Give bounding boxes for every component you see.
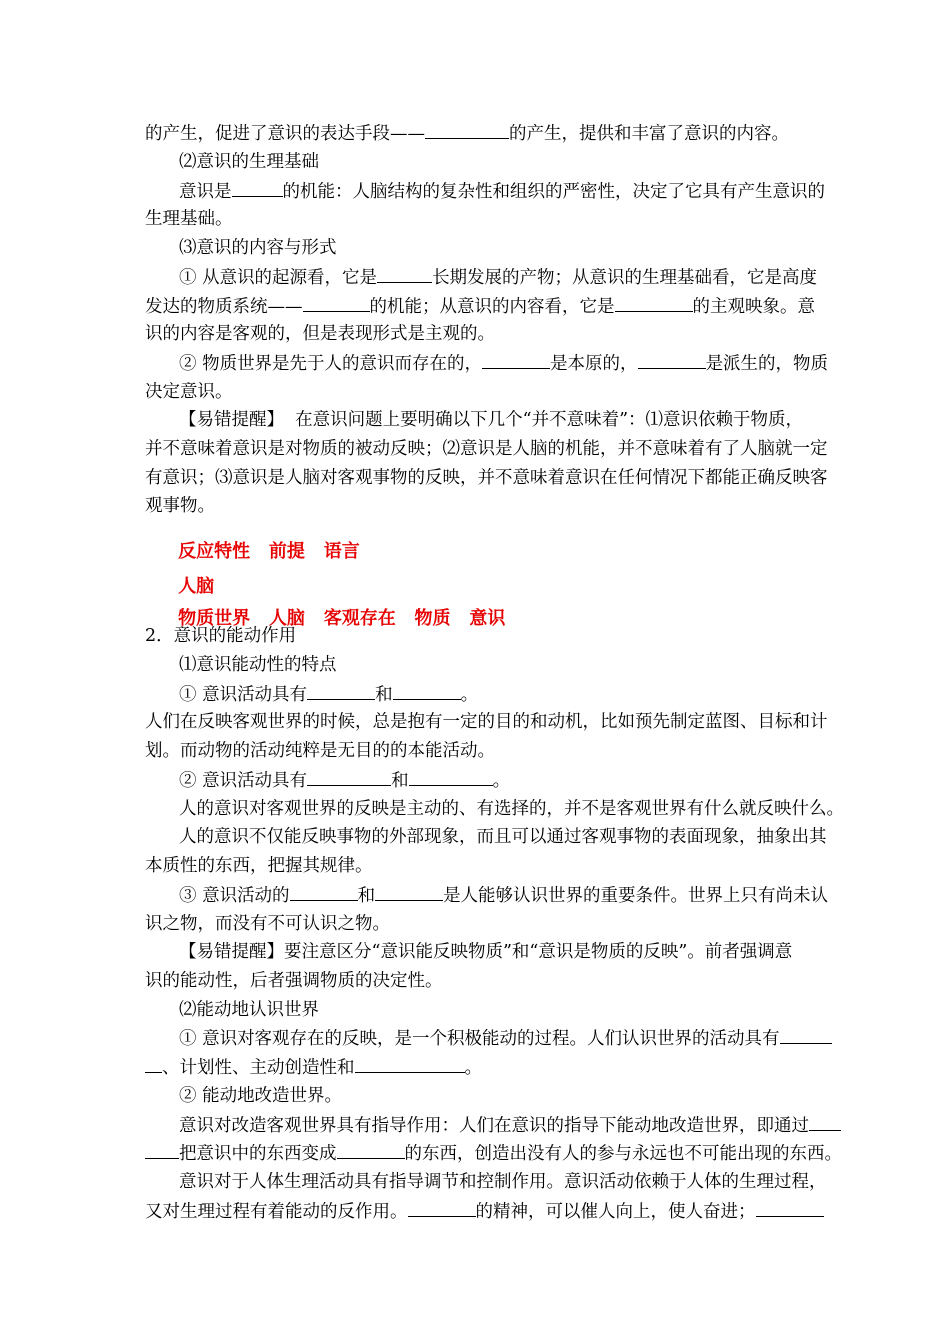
- fill-in-blank: [145, 1055, 162, 1073]
- answer-word: 人脑: [178, 576, 215, 597]
- text-line: [145, 739, 495, 763]
- text-segment: 和: [357, 886, 376, 906]
- text-line: [145, 494, 215, 518]
- text-segment: 意识是: [179, 182, 232, 202]
- text-segment: 识的能动性，后者强调物质的决定性。: [145, 971, 443, 991]
- fill-in-blank: [638, 351, 706, 369]
- answer-row-3: [153, 583, 505, 655]
- text-line: [179, 940, 792, 964]
- text-line: [179, 408, 803, 432]
- answer-word: 反应特性: [178, 541, 251, 562]
- text-segment: ① 意识对客观存在的反映，是一个积极能动的过程。人们认识世界的活动具有: [179, 1029, 780, 1049]
- text-line: [179, 179, 825, 204]
- text-line: [179, 1084, 342, 1108]
- text-segment: 和: [391, 771, 409, 791]
- text-line: [145, 466, 828, 490]
- text-segment: 意识对改造客观世界具有指导作用：人们在意识的指导下能动地改造世界，即通过: [179, 1116, 809, 1136]
- text-segment: 把意识中的东西变成: [179, 1144, 337, 1164]
- text-segment: 人的意识不仅能反映事物的外部现象，而且可以通过客观事物的表面现象，抽象出其: [179, 827, 827, 847]
- text-line: [179, 1113, 841, 1138]
- text-line: [179, 682, 478, 707]
- text-line: [145, 294, 815, 319]
- text-segment: 决定意识。: [145, 382, 233, 402]
- fill-in-blank: [145, 1141, 179, 1159]
- text-segment: 的东西，创造出没有人的参与永远也不可能出现的东西。: [404, 1144, 842, 1164]
- answer-word: 物质: [414, 608, 451, 629]
- text-line: [179, 797, 844, 821]
- text-line: [179, 1026, 832, 1051]
- answer-word: 人脑: [268, 608, 305, 629]
- text-segment: 的主观映象。意: [692, 297, 815, 317]
- fill-in-blank: [307, 768, 391, 786]
- text-segment: ① 意识活动具有: [179, 685, 308, 705]
- fill-in-blank: [290, 883, 358, 901]
- text-segment: 的精神，可以催人向上，使人奋进；: [475, 1202, 756, 1222]
- fill-in-blank: [377, 265, 432, 283]
- text-line: [145, 969, 443, 993]
- text-segment: 有意识；⑶意识是人脑对客观事物的反映，并不意味着意识在任何情况下都能正确反映客: [145, 468, 828, 488]
- text-segment: 人的意识对客观世界的反映是主动的、有选择的，并不是客观世界有什么就反映什么。: [179, 799, 844, 819]
- text-line: [145, 437, 828, 461]
- fill-in-blank: [425, 121, 509, 139]
- text-line: [179, 1170, 827, 1194]
- text-line: [145, 380, 233, 404]
- text-segment: 是派生的，物质: [705, 354, 829, 374]
- text-line: [145, 1141, 842, 1166]
- text-segment: 本质性的东西，把握其规律。: [145, 856, 373, 876]
- text-segment: 的产生，促进了意识的表达手段——: [145, 124, 425, 144]
- text-segment: 的机能；从意识的内容看，它是: [369, 297, 615, 317]
- fill-in-blank: [303, 294, 370, 312]
- text-segment: 又对生理过程有着能动的反作用。: [145, 1202, 408, 1222]
- text-segment: ② 意识活动具有: [179, 771, 308, 791]
- text-segment: 人们在反映客观世界的时候，总是抱有一定的目的和动机，比如预先制定蓝图、目标和计: [145, 712, 828, 732]
- text-segment: 发达的物质系统——: [145, 297, 303, 317]
- text-segment: 长期发展的产物；从意识的生理基础看，它是高度: [432, 268, 818, 288]
- text-line: [179, 998, 319, 1022]
- text-segment: 、计划性、主动创造性和: [162, 1058, 355, 1078]
- text-segment: 划。而动物的活动纯粹是无目的的本能活动。: [145, 741, 495, 761]
- text-segment: 2．意识的能动作用: [145, 626, 297, 646]
- text-segment: ① 从意识的起源看，它是: [179, 268, 378, 288]
- fill-in-blank: [408, 1199, 476, 1217]
- answer-word: 语言: [323, 541, 360, 562]
- text-line: [179, 351, 828, 376]
- answer-word: 意识: [469, 608, 506, 629]
- text-segment: 【易错提醒】 在意识问题上要明确以下几个“并不意味着”：⑴意识依赖于物质，: [179, 410, 804, 430]
- answer-word: 客观存在: [323, 608, 396, 629]
- text-line: [145, 912, 390, 936]
- text-segment: 并不意味着意识是对物质的被动反映；⑵意识是人脑的机能，并不意味着有了人脑就一定: [145, 439, 828, 459]
- text-segment: 是人能够认识世界的重要条件。世界上只有尚未认: [443, 886, 829, 906]
- text-segment: 【易错提醒】要注意区分“意识能反映物质”和“意识是物质的反映”。前者强调意: [179, 942, 793, 962]
- text-segment: 和: [375, 685, 393, 705]
- text-segment: 生理基础。: [145, 209, 233, 229]
- text-line: [179, 150, 319, 174]
- text-line: [145, 1199, 824, 1224]
- text-segment: ⑵意识的生理基础: [179, 152, 319, 172]
- text-segment: 的产生，提供和丰富了意识的内容。: [509, 124, 789, 144]
- text-segment: 的机能：人脑结构的复杂性和组织的严密性，决定了它具有产生意识的: [282, 182, 825, 202]
- text-line: [179, 653, 337, 677]
- text-line: [179, 825, 827, 849]
- text-line: [179, 265, 817, 290]
- text-line: [145, 121, 789, 146]
- text-line: [179, 236, 337, 260]
- fill-in-blank: [756, 1199, 824, 1217]
- text-segment: ⑵能动地认识世界: [179, 1000, 319, 1020]
- text-segment: 识的内容是客观的，但是表现形式是主观的。: [145, 324, 495, 344]
- text-segment: ⑴意识能动性的特点: [179, 655, 337, 675]
- text-segment: ⑶意识的内容与形式: [179, 238, 337, 258]
- text-line: [145, 1055, 482, 1080]
- answer-word: 前提: [268, 541, 305, 562]
- text-line: [145, 854, 373, 878]
- fill-in-blank: [393, 682, 461, 700]
- text-line: [179, 768, 510, 793]
- text-segment: 。: [460, 685, 479, 705]
- fill-in-blank: [375, 883, 443, 901]
- text-line: [145, 322, 495, 346]
- fill-in-blank: [337, 1141, 405, 1159]
- fill-in-blank: [809, 1113, 841, 1131]
- text-line: [179, 883, 828, 908]
- fill-in-blank: [307, 682, 375, 700]
- text-segment: 是本原的，: [550, 354, 638, 374]
- fill-in-blank: [615, 294, 693, 312]
- text-segment: ② 物质世界是先于人的意识而存在的，: [179, 354, 483, 374]
- fill-in-blank: [482, 351, 550, 369]
- fill-in-blank: [232, 179, 283, 197]
- text-segment: 识之物，而没有不可认识之物。: [145, 914, 390, 934]
- text-segment: 意识对于人体生理活动具有指导调节和控制作用。意识活动依赖于人体的生理过程，: [179, 1172, 827, 1192]
- text-segment: ③ 意识活动的: [179, 886, 290, 906]
- text-line: [145, 207, 233, 231]
- answer-word: 物质世界: [178, 608, 251, 629]
- text-segment: 观事物。: [145, 496, 215, 516]
- text-line: [145, 710, 828, 734]
- fill-in-blank: [409, 768, 493, 786]
- text-segment: 。: [492, 771, 511, 791]
- text-segment: ② 能动地改造世界。: [179, 1086, 343, 1106]
- fill-in-blank: [780, 1026, 832, 1044]
- fill-in-blank: [355, 1055, 465, 1073]
- text-segment: 。: [464, 1058, 482, 1078]
